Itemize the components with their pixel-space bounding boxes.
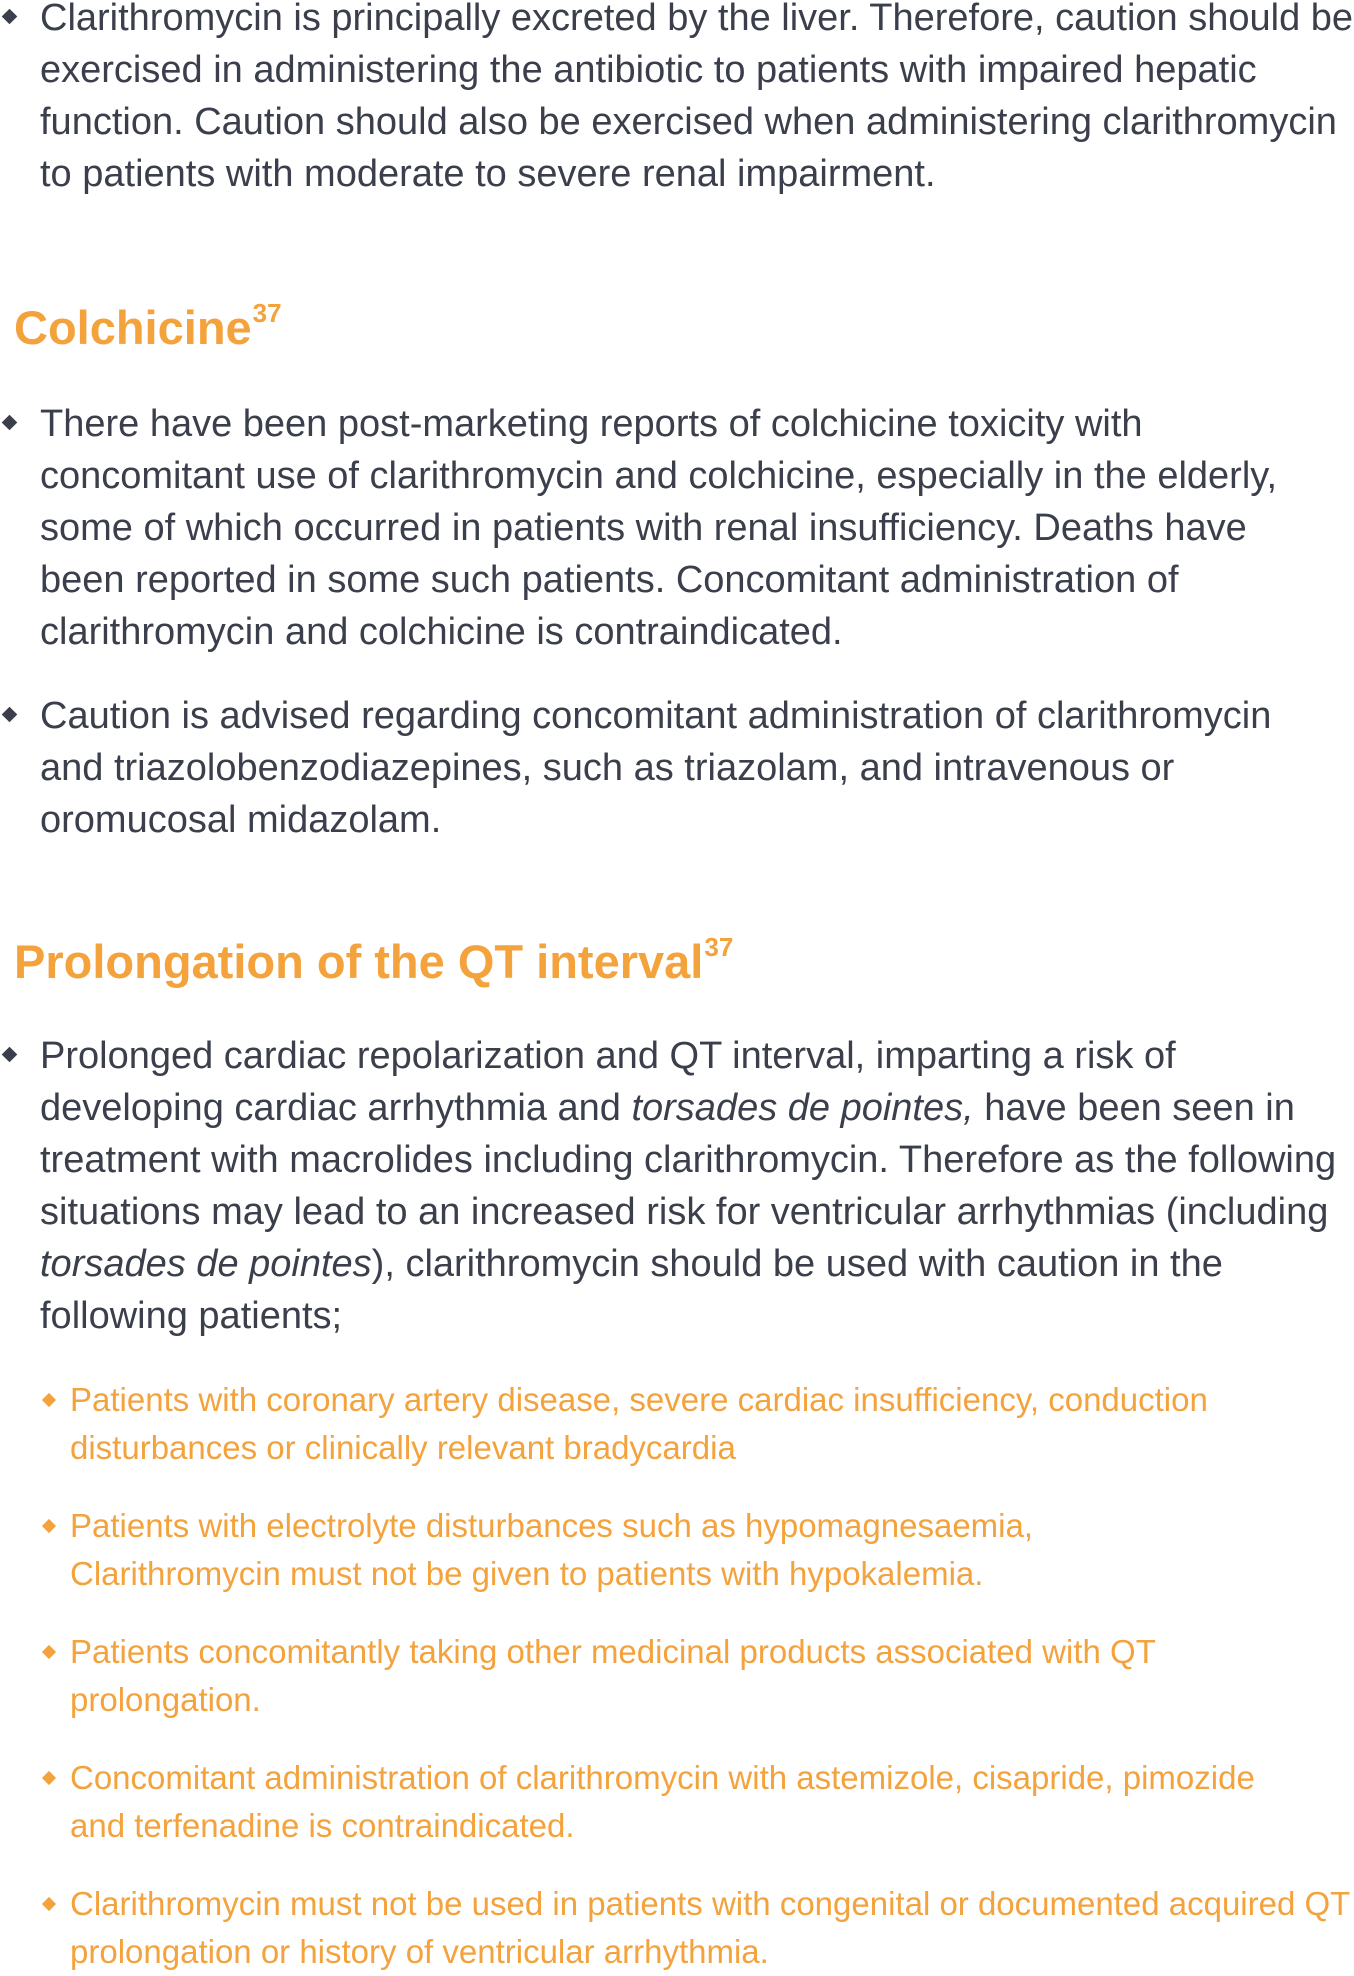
bullet-qt-repolarization (0, 1030, 1354, 1342)
bullet-hepatic-excretion (0, 0, 1354, 200)
heading-text: Prolongation of the QT interval (14, 935, 704, 988)
sub-bullet-text: Patients with coronary artery disease, severe cardiac insufficiency, conduction disturbances or clinically relevant bradycardia (70, 1381, 1208, 1466)
text-segment: have been seen in treatment with macrolides including clarithromycin. Therefore as the following situations may lead to an increased risk for ventricular arrhythmias (including (40, 1087, 1337, 1233)
sub-bullet-astemizole (0, 1754, 1310, 1850)
bullet-text (40, 1030, 1354, 1342)
bullet-colchicine-toxicity (0, 398, 1300, 658)
section-heading-colchicine (14, 300, 282, 356)
sub-bullet-text: Clarithromycin must not be used in patients with congenital or documented acquired QT prolongation or history of ventricular arrhythmia. (70, 1885, 1350, 1970)
sub-bullet-text: Concomitant administration of clarithromycin with astemizole, cisapride, pimozide and terfenadine is contraindicated. (70, 1759, 1255, 1844)
diamond-bullet-icon (42, 1897, 56, 1911)
diamond-bullet-icon (2, 707, 18, 723)
heading-text: Colchicine (14, 301, 252, 354)
bullet-triazolobenzodiazepines (0, 690, 1300, 846)
bullet-text: Caution is advised regarding concomitant administration of clarithromycin and triazolobenzodiazepines, such as triazolam, and intravenous or oromucosal midazolam. (40, 695, 1272, 841)
sub-bullet-coronary (0, 1376, 1240, 1472)
diamond-bullet-icon (42, 1519, 56, 1533)
italic-term: torsades de pointes (40, 1243, 372, 1285)
diamond-bullet-icon (2, 415, 18, 431)
reference-superscript: 37 (704, 932, 734, 962)
italic-term: torsades de pointes, (631, 1087, 974, 1129)
sub-bullet-concomitant-qt-drugs (0, 1628, 1354, 1724)
text-segment: ), clarithromycin should be used with caution in the following patients; (40, 1243, 1223, 1337)
diamond-bullet-icon (42, 1645, 56, 1659)
sub-bullet-text: Patients with electrolyte disturbances such as hypomagnesaemia, Clarithromycin must not be given to patients with hypokalemia. (70, 1507, 1034, 1592)
diamond-bullet-icon (2, 1047, 18, 1063)
diamond-bullet-icon (42, 1393, 56, 1407)
sub-bullet-congenital-qt (0, 1880, 1354, 1976)
sub-bullet-electrolyte (0, 1502, 1240, 1598)
reference-superscript: 37 (252, 298, 282, 328)
section-heading-qt-prolongation (14, 934, 733, 990)
text-segment: Prolonged cardiac repolarization and QT interval, imparting a risk of developing cardiac arrhythmia and (40, 1035, 1176, 1129)
diamond-bullet-icon (2, 9, 18, 25)
bullet-text: There have been post-marketing reports of colchicine toxicity with concomitant use of clarithromycin and colchicine, especially in the elderly, some of which occurred in patients with renal insufficiency. Deaths have been reported in some such patients. Concomitant administration of clarithromycin and colchicine is contraindicated. (40, 403, 1278, 653)
bullet-text: Clarithromycin is principally excreted by the liver. Therefore, caution should be exercised in administering the antibiotic to patients with impaired hepatic function. Caution should also be exercised when administering clarithromycin to patients with moderate to severe renal impairment. (40, 0, 1354, 195)
diamond-bullet-icon (42, 1771, 56, 1785)
sub-bullet-text: Patients concomitantly taking other medicinal products associated with QT prolongation. (70, 1633, 1156, 1718)
